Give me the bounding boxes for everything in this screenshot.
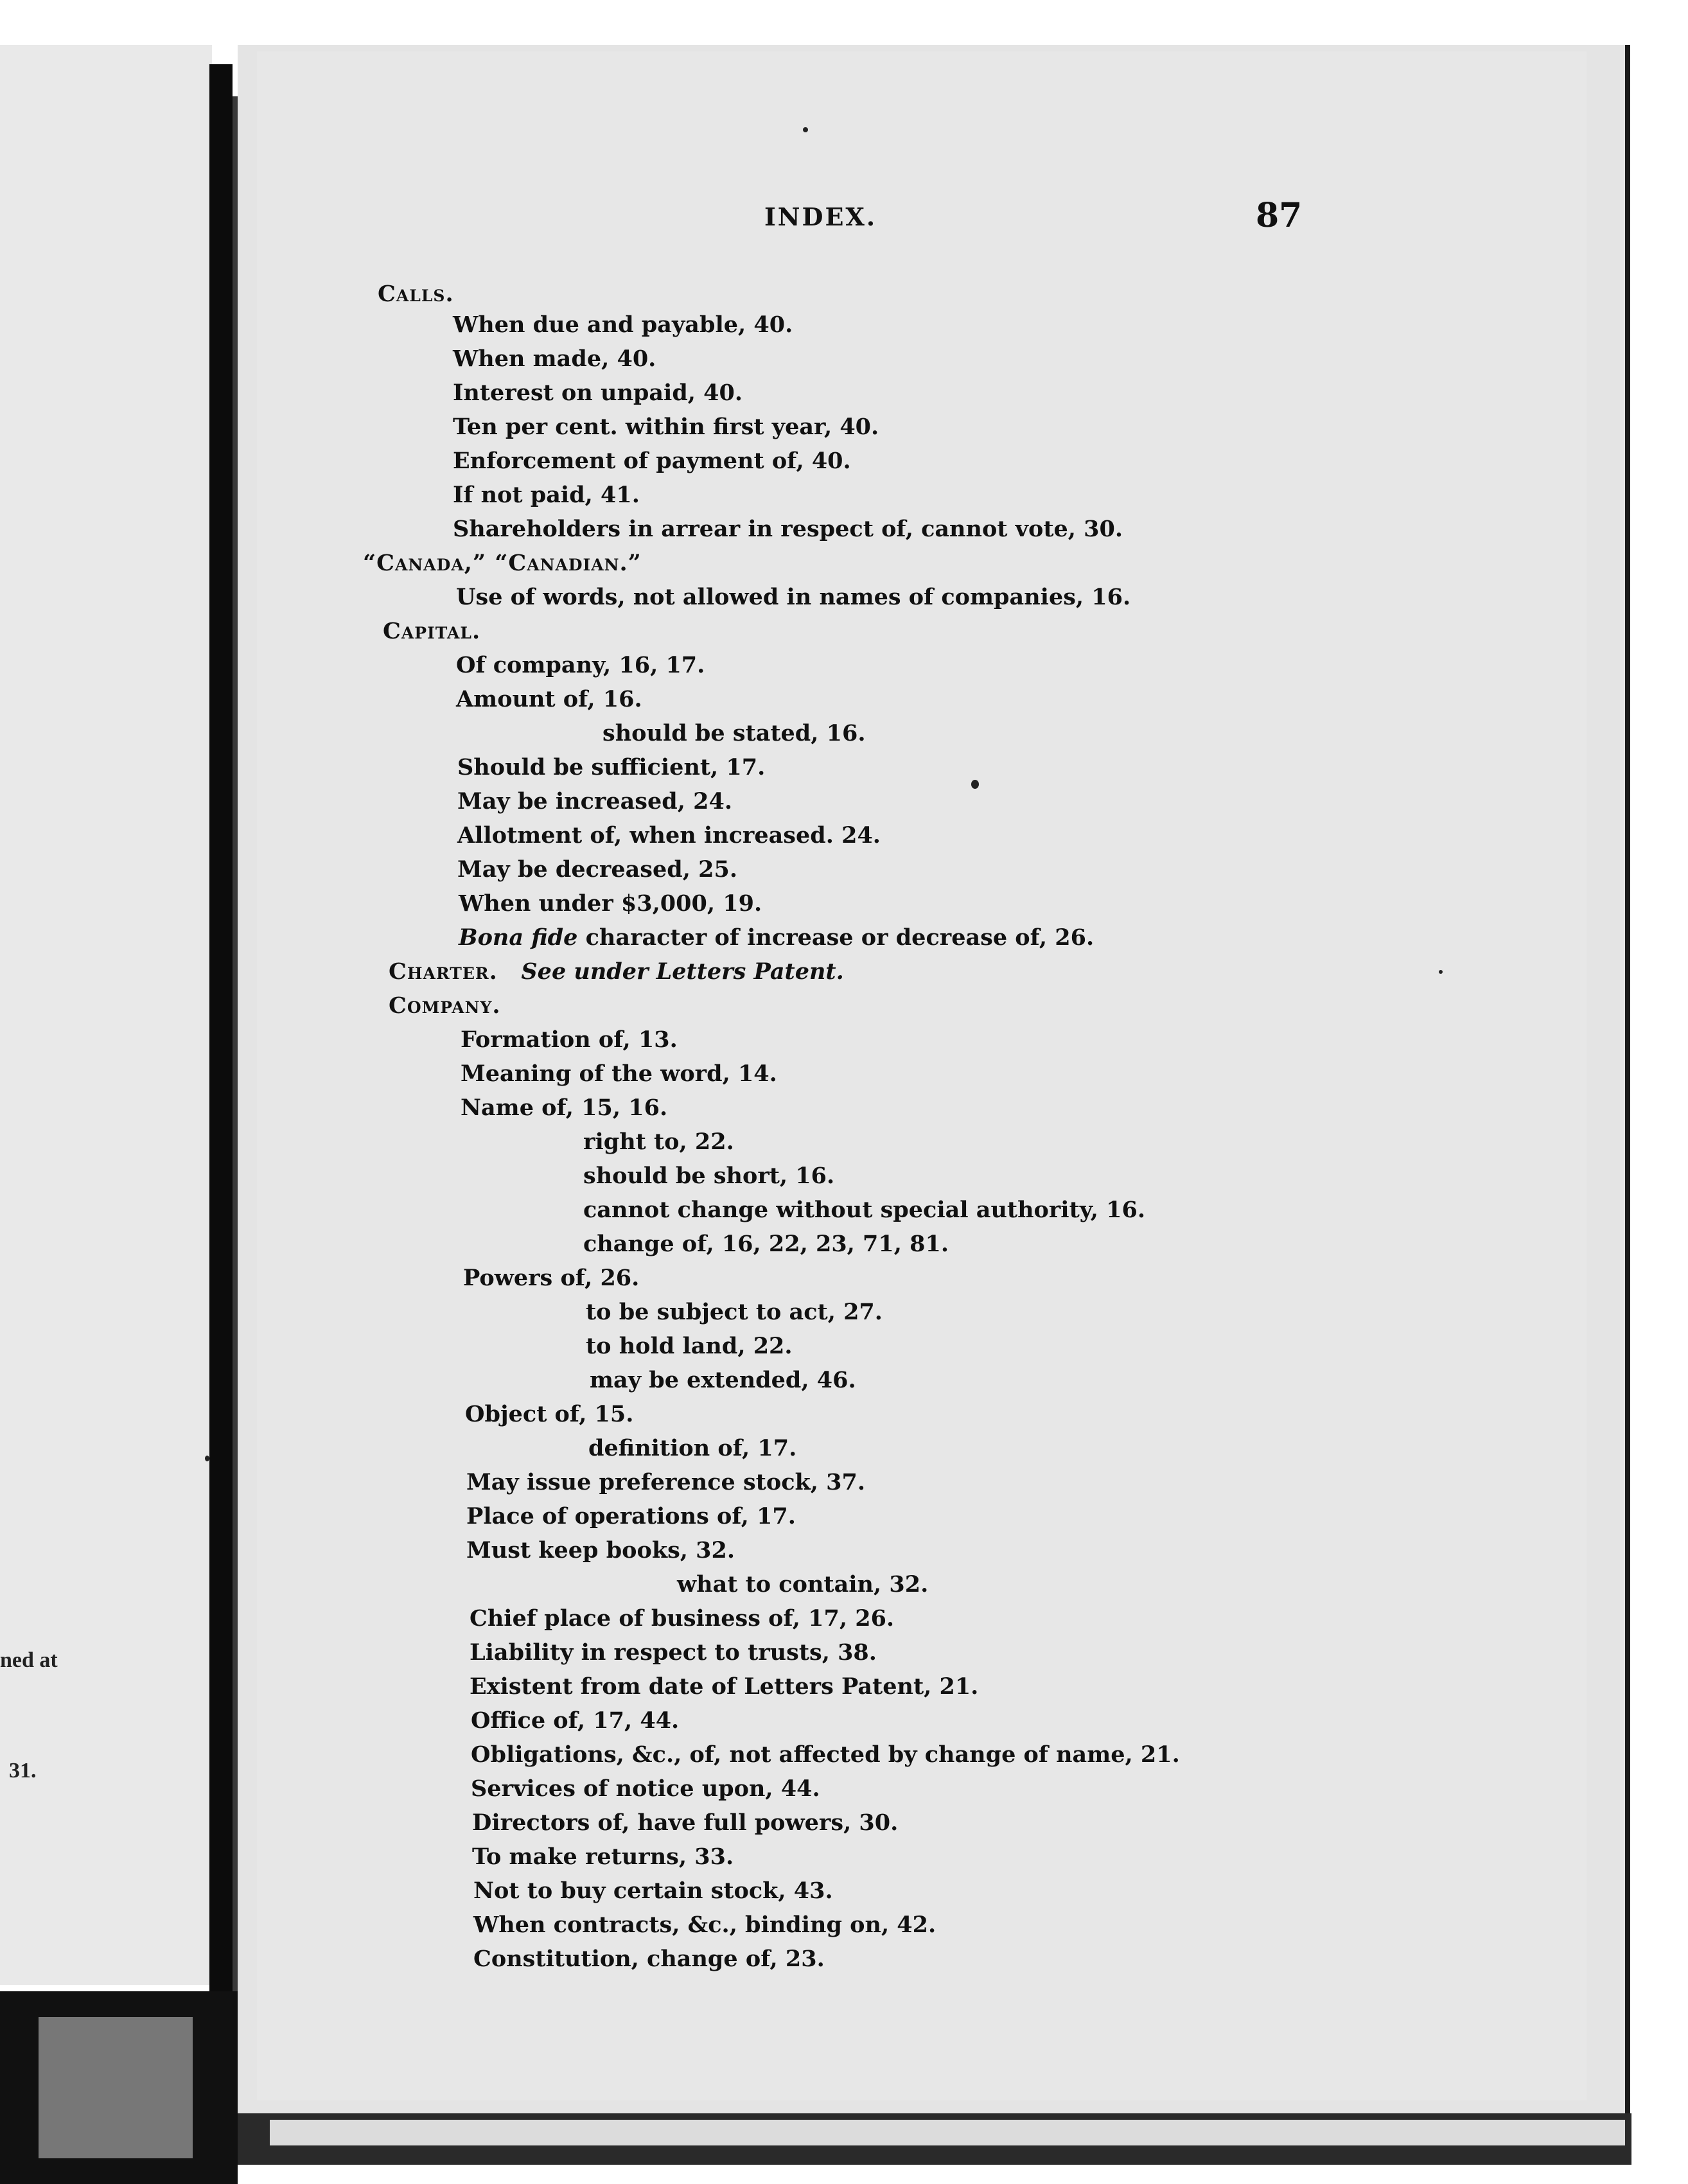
index-subentry: change of, 16, 22, 23, 71, 81. [583, 1231, 949, 1257]
index-entry: If not paid, 41. [453, 482, 640, 508]
left-page [0, 45, 212, 1985]
index-entry: May issue preference stock, 37. [466, 1469, 866, 1495]
index-subentry: to be subject to act, 27. [586, 1299, 883, 1325]
page-number: 87 [1256, 196, 1303, 235]
index-entry-charter [389, 959, 844, 985]
index-entry: When under $3,000, 19. [459, 890, 762, 917]
speck [803, 127, 808, 132]
index-entry: Enforcement of payment of, 40. [453, 448, 851, 474]
index-entry: Amount of, 16. [456, 686, 642, 712]
index-entry: Not to buy certain stock, 43. [473, 1878, 833, 1904]
index-entry: When made, 40. [453, 346, 656, 372]
index-entry: Must keep books, 32. [466, 1537, 735, 1563]
index-entry: Chief place of business of, 17, 26. [470, 1605, 895, 1632]
index-entry: Directors of, have full powers, 30. [472, 1810, 899, 1836]
index-entry-text: character of increase or decrease of, 26. [577, 924, 1095, 951]
index-entry: To make returns, 33. [472, 1844, 734, 1870]
index-subentry: what to contain, 32. [677, 1571, 929, 1598]
index-heading: “Canada,” “Canadian.” [363, 550, 642, 576]
index-entry: Shareholders in arrear in respect of, cannot vote, 30. [453, 516, 1123, 542]
index-entry: Meaning of the word, 14. [461, 1061, 777, 1087]
index-entry: Constitution, change of, 23. [473, 1946, 825, 1972]
left-page-fragment: 31. [9, 1759, 37, 1783]
index-entry: Place of operations of, 17. [466, 1503, 796, 1529]
running-head: INDEX. [764, 202, 877, 231]
index-entry: Office of, 17, 44. [471, 1707, 680, 1734]
index-heading: Company. [389, 992, 501, 1019]
index-heading: Calls. [378, 281, 454, 307]
index-entry: Formation of, 13. [461, 1026, 678, 1053]
page-bottom-strip [270, 2120, 1625, 2145]
index-heading: Charter. [389, 958, 498, 985]
index-entry: When contracts, &c., binding on, 42. [473, 1912, 936, 1938]
index-subentry: may be extended, 46. [590, 1367, 856, 1393]
index-entry: Use of words, not allowed in names of companies, 16. [456, 584, 1131, 610]
left-page-fragment: ned at [0, 1648, 58, 1672]
index-entry: Interest on unpaid, 40. [453, 380, 743, 406]
index-entry: Ten per cent. within first year, 40. [453, 414, 879, 440]
index-entry: When due and payable, 40. [453, 312, 793, 338]
clip-mark [39, 2017, 193, 2158]
index-entry: Liability in respect to trusts, 38. [470, 1639, 877, 1666]
index-entry: Services of notice upon, 44. [471, 1775, 820, 1802]
index-subentry: definition of, 17. [588, 1435, 797, 1461]
index-heading: Capital. [383, 618, 481, 644]
index-entry: Object of, 15. [465, 1401, 634, 1427]
index-entry-italic: Bona fide [459, 924, 578, 951]
index-entry: Powers of, 26. [463, 1265, 640, 1291]
index-entry: May be increased, 24. [457, 788, 733, 815]
speck [205, 1456, 209, 1461]
index-subentry: should be short, 16. [583, 1163, 835, 1189]
index-entry: Should be sufficient, 17. [457, 754, 766, 780]
index-entry: Of company, 16, 17. [456, 652, 705, 678]
speck [971, 780, 979, 789]
index-entry: Obligations, &c., of, not affected by change of name, 21. [471, 1741, 1180, 1768]
cross-reference: See under Letters Patent. [521, 958, 844, 985]
left-page-bottom [0, 1991, 238, 2184]
index-entry [459, 925, 1094, 951]
index-entry: Allotment of, when increased. 24. [457, 822, 881, 849]
index-subentry: right to, 22. [583, 1129, 734, 1155]
speck [1439, 970, 1443, 974]
index-entry: Name of, 15, 16. [461, 1095, 668, 1121]
index-subentry: should be stated, 16. [602, 720, 866, 746]
book-gutter [209, 64, 233, 2030]
index-entry: May be decreased, 25. [457, 856, 738, 883]
index-subentry: cannot change without special authority, 16. [583, 1197, 1146, 1223]
index-entry: Existent from date of Letters Patent, 21. [470, 1673, 979, 1700]
right-page [238, 45, 1630, 2120]
index-subentry: to hold land, 22. [586, 1333, 793, 1359]
